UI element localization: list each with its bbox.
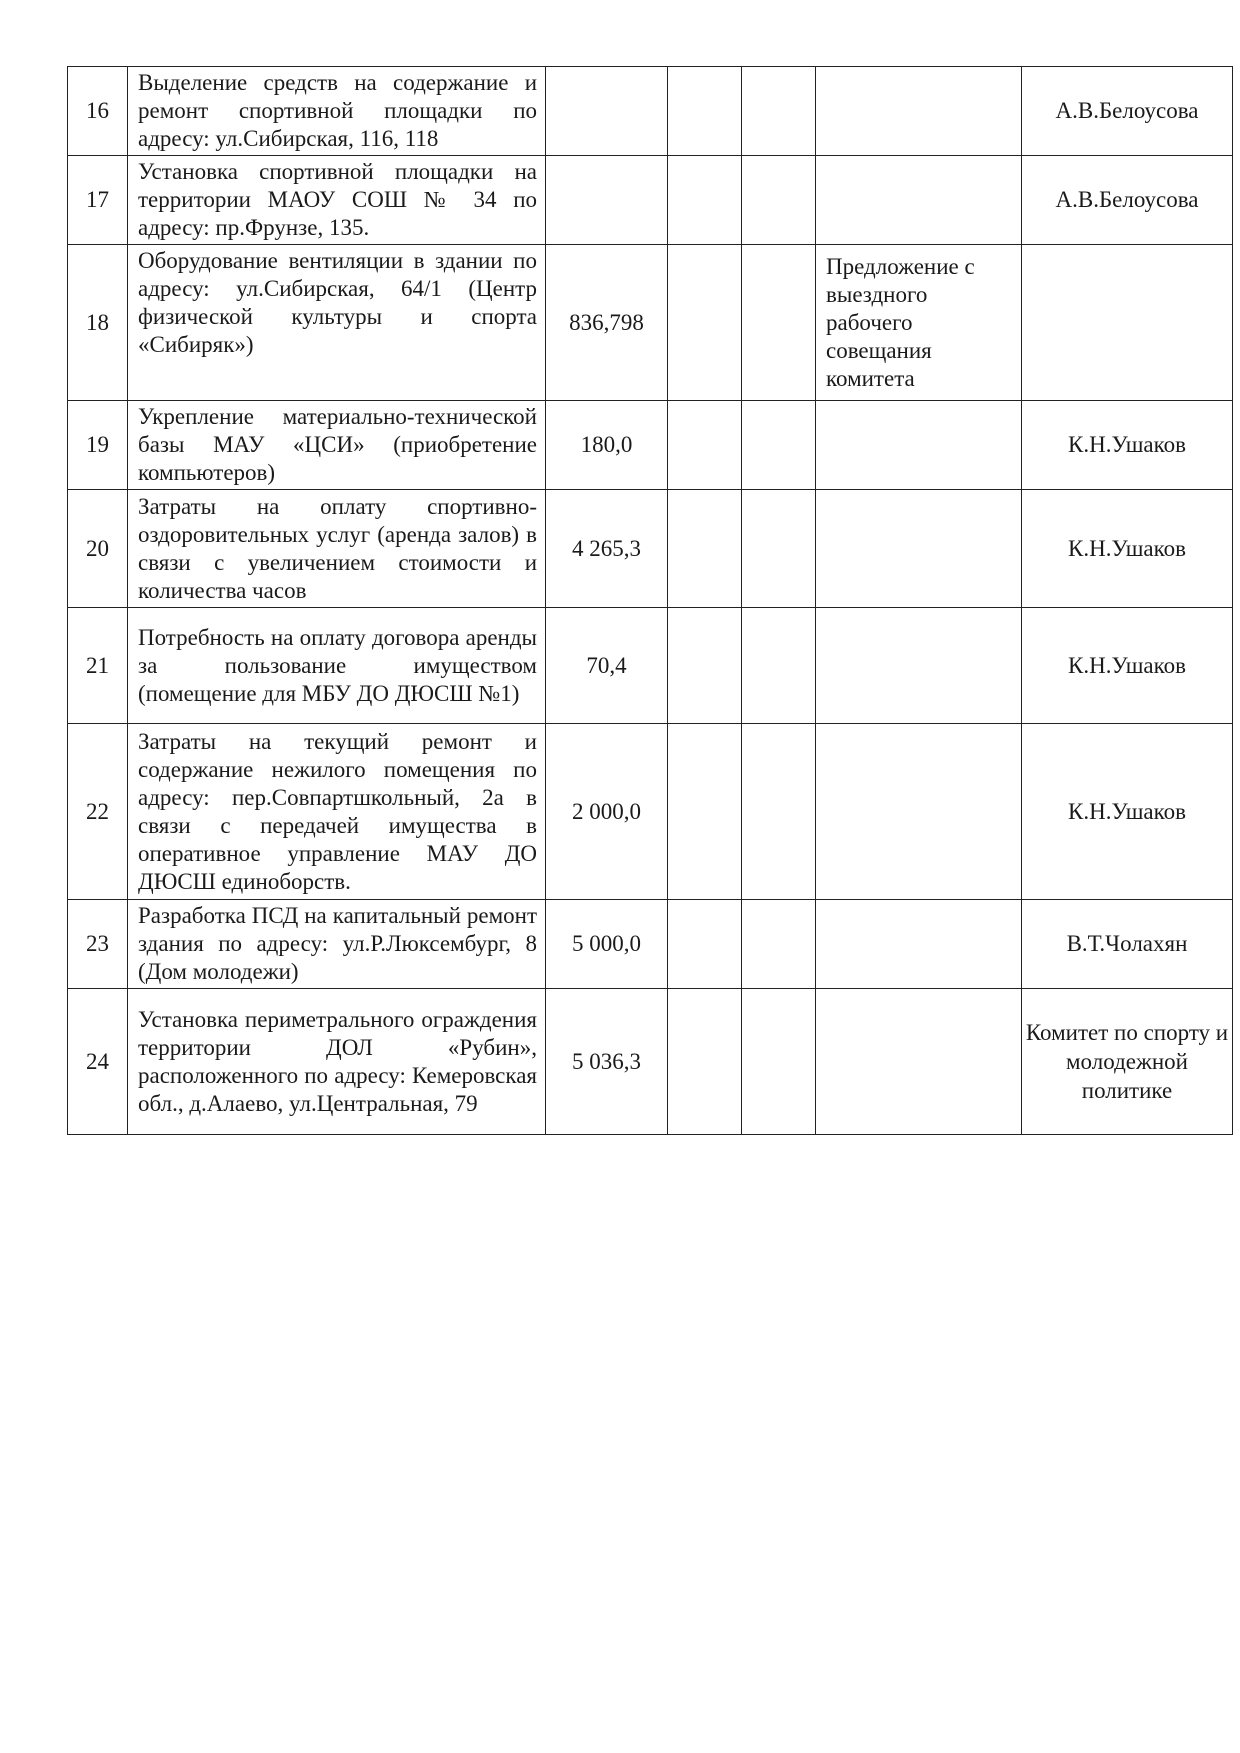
row-description: Выделение средств на содержание и ремонт спортивной площадки по адресу: ул.Сибирская, 116, 118	[128, 67, 546, 156]
row-note	[816, 490, 1022, 608]
empty-cell	[668, 989, 742, 1135]
table-row	[68, 401, 1233, 490]
empty-cell	[668, 245, 742, 401]
row-number: 20	[68, 490, 128, 608]
table-row	[68, 245, 1233, 401]
row-description: Затраты на текущий ремонт и содержание нежилого помещения по адресу: пер.Совпартшкольный, 2а в связи с передачей имущества в оперативное управление МАУ ДО ДЮСШ единоборств.	[128, 724, 546, 900]
empty-cell	[742, 724, 816, 900]
empty-cell	[742, 156, 816, 245]
row-amount: 2 000,0	[546, 724, 668, 900]
table-row	[68, 67, 1233, 156]
row-number: 16	[68, 67, 128, 156]
row-amount: 5 000,0	[546, 900, 668, 989]
empty-cell	[742, 490, 816, 608]
empty-cell	[668, 724, 742, 900]
empty-cell	[668, 608, 742, 724]
row-description: Разработка ПСД на капитальный ремонт здания по адресу: ул.Р.Люксембург, 8 (Дом молодежи)	[128, 900, 546, 989]
row-responsible: К.Н.Ушаков	[1022, 490, 1233, 608]
row-amount	[546, 156, 668, 245]
empty-cell	[668, 401, 742, 490]
row-description: Установка периметрального ограждения территории ДОЛ «Рубин», расположенного по адресу: Кемеровская обл., д.Алаево, ул.Центральная, 79	[128, 989, 546, 1135]
empty-cell	[668, 490, 742, 608]
table-row	[68, 900, 1233, 989]
row-note: Предложение с выездного рабочего совещания комитета	[816, 245, 1022, 401]
table-row	[68, 608, 1233, 724]
row-description: Установка спортивной площадки на территории МАОУ СОШ № 34 по адресу: пр.Фрунзе, 135.	[128, 156, 546, 245]
empty-cell	[668, 900, 742, 989]
row-amount: 180,0	[546, 401, 668, 490]
table-row	[68, 490, 1233, 608]
row-responsible: А.В.Белоусова	[1022, 67, 1233, 156]
row-note	[816, 156, 1022, 245]
row-note	[816, 724, 1022, 900]
table-row	[68, 156, 1233, 245]
row-note	[816, 608, 1022, 724]
measures-table	[67, 66, 1233, 1135]
row-responsible: К.Н.Ушаков	[1022, 724, 1233, 900]
empty-cell	[668, 67, 742, 156]
empty-cell	[742, 608, 816, 724]
row-responsible: К.Н.Ушаков	[1022, 608, 1233, 724]
row-note	[816, 900, 1022, 989]
row-amount: 4 265,3	[546, 490, 668, 608]
empty-cell	[742, 67, 816, 156]
row-number: 24	[68, 989, 128, 1135]
table-row	[68, 724, 1233, 900]
table-row	[68, 989, 1233, 1135]
row-number: 19	[68, 401, 128, 490]
empty-cell	[742, 245, 816, 401]
row-note	[816, 401, 1022, 490]
row-note	[816, 67, 1022, 156]
row-number: 18	[68, 245, 128, 401]
row-responsible: Комитет по спорту и молодежной политике	[1022, 989, 1233, 1135]
empty-cell	[742, 900, 816, 989]
empty-cell	[742, 401, 816, 490]
row-amount	[546, 67, 668, 156]
row-number: 22	[68, 724, 128, 900]
empty-cell	[742, 989, 816, 1135]
row-number: 17	[68, 156, 128, 245]
row-responsible: В.Т.Чолахян	[1022, 900, 1233, 989]
row-responsible: К.Н.Ушаков	[1022, 401, 1233, 490]
row-responsible	[1022, 245, 1233, 401]
row-description: Потребность на оплату договора аренды за пользование имуществом (помещение для МБУ ДО ДЮСШ №1)	[128, 608, 546, 724]
row-description: Оборудование вентиляции в здании по адресу: ул.Сибирская, 64/1 (Центр физической культуры и спорта «Сибиряк»)	[128, 245, 546, 401]
row-amount: 70,4	[546, 608, 668, 724]
row-description: Укрепление материально-технической базы МАУ «ЦСИ» (приобретение компьютеров)	[128, 401, 546, 490]
row-responsible: А.В.Белоусова	[1022, 156, 1233, 245]
row-number: 21	[68, 608, 128, 724]
empty-cell	[668, 156, 742, 245]
row-number: 23	[68, 900, 128, 989]
row-amount: 5 036,3	[546, 989, 668, 1135]
row-note	[816, 989, 1022, 1135]
row-description: Затраты на оплату спортивно-оздоровительных услуг (аренда залов) в связи с увеличением стоимости и количества часов	[128, 490, 546, 608]
row-amount: 836,798	[546, 245, 668, 401]
